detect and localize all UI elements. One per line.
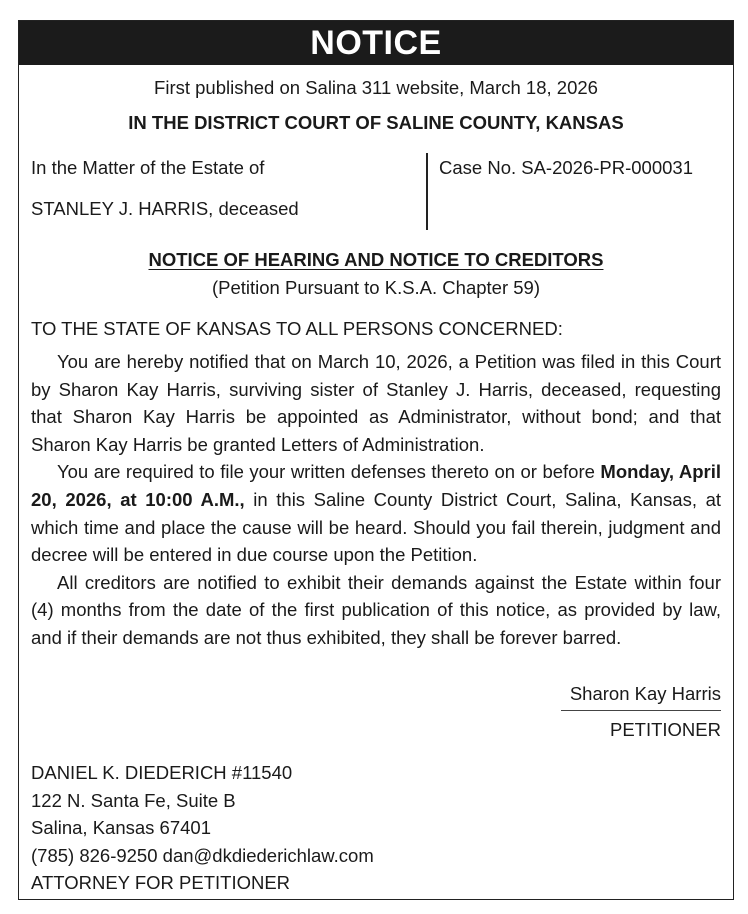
hearing-text-before: You are required to file your written defenses thereto on or before — [57, 461, 601, 483]
attorney-address-line2: Salina, Kansas 67401 — [31, 817, 211, 839]
paragraph-creditors: All creditors are notified to exhibit their demands against the Estate within four (4) months from the date of the first publication of this notice, as provided by law, and if their demands are not thus exhibited, they shall be forever barred. — [31, 571, 721, 648]
signature-name: Sharon Kay Harris — [569, 683, 721, 704]
signature-rule — [561, 710, 721, 711]
hearing-text-after: in this Saline County District Court, Salina, Kansas, at which time and place the cause will be heard. Should you fail therein, judgment and decree will be entered in due course upon the Petition. — [31, 488, 722, 566]
attorney-name: DANIEL K. DIEDERICH #11540 — [31, 762, 293, 783]
decedent-name: STANLEY J. HARRIS, deceased — [31, 198, 299, 219]
notice-banner: NOTICE — [19, 21, 733, 65]
notice-body — [31, 348, 721, 652]
paragraph-hearing — [31, 458, 721, 568]
court-title: IN THE DISTRICT COURT OF SALINE COUNTY, KANSAS — [128, 112, 624, 133]
attorney-role: ATTORNEY FOR PETITIONER — [31, 872, 291, 894]
signature-role: PETITIONER — [609, 719, 721, 740]
caption-divider — [426, 153, 428, 230]
publication-line: First published on Salina 311 website, March 18, 2026 — [154, 77, 598, 98]
salutation: TO THE STATE OF KANSAS TO ALL PERSONS CONCERNED: — [31, 318, 563, 339]
notice-subheading: (Petition Pursuant to K.S.A. Chapter 59) — [211, 277, 541, 298]
estate-matter-label: In the Matter of the Estate of — [31, 157, 265, 178]
attorney-block — [31, 759, 374, 897]
notice-heading — [19, 249, 733, 271]
notice-heading-text: NOTICE OF HEARING AND NOTICE TO CREDITORS — [148, 249, 604, 270]
attorney-address-line1: 122 N. Santa Fe, Suite B — [31, 789, 236, 811]
case-number: Case No. SA-2026-PR-000031 — [439, 157, 694, 178]
hearing-date: Monday, April 20, 2026, at 10:00 A.M., — [31, 461, 722, 510]
attorney-contact: (785) 826-9250 dan@dkdiederichlaw.com — [31, 844, 374, 866]
notice-frame — [18, 20, 734, 900]
paragraph-petition: You are hereby notified that on March 10, 2026, a Petition was filed in this Court by Sharon Kay Harris, surviving sister of Stanley J. Harris, deceased, requesting that Sharon Kay Harris be appointed as Administrator, without bond; and that Sharon Kay Harris be granted Letters of Administration. — [31, 351, 721, 455]
